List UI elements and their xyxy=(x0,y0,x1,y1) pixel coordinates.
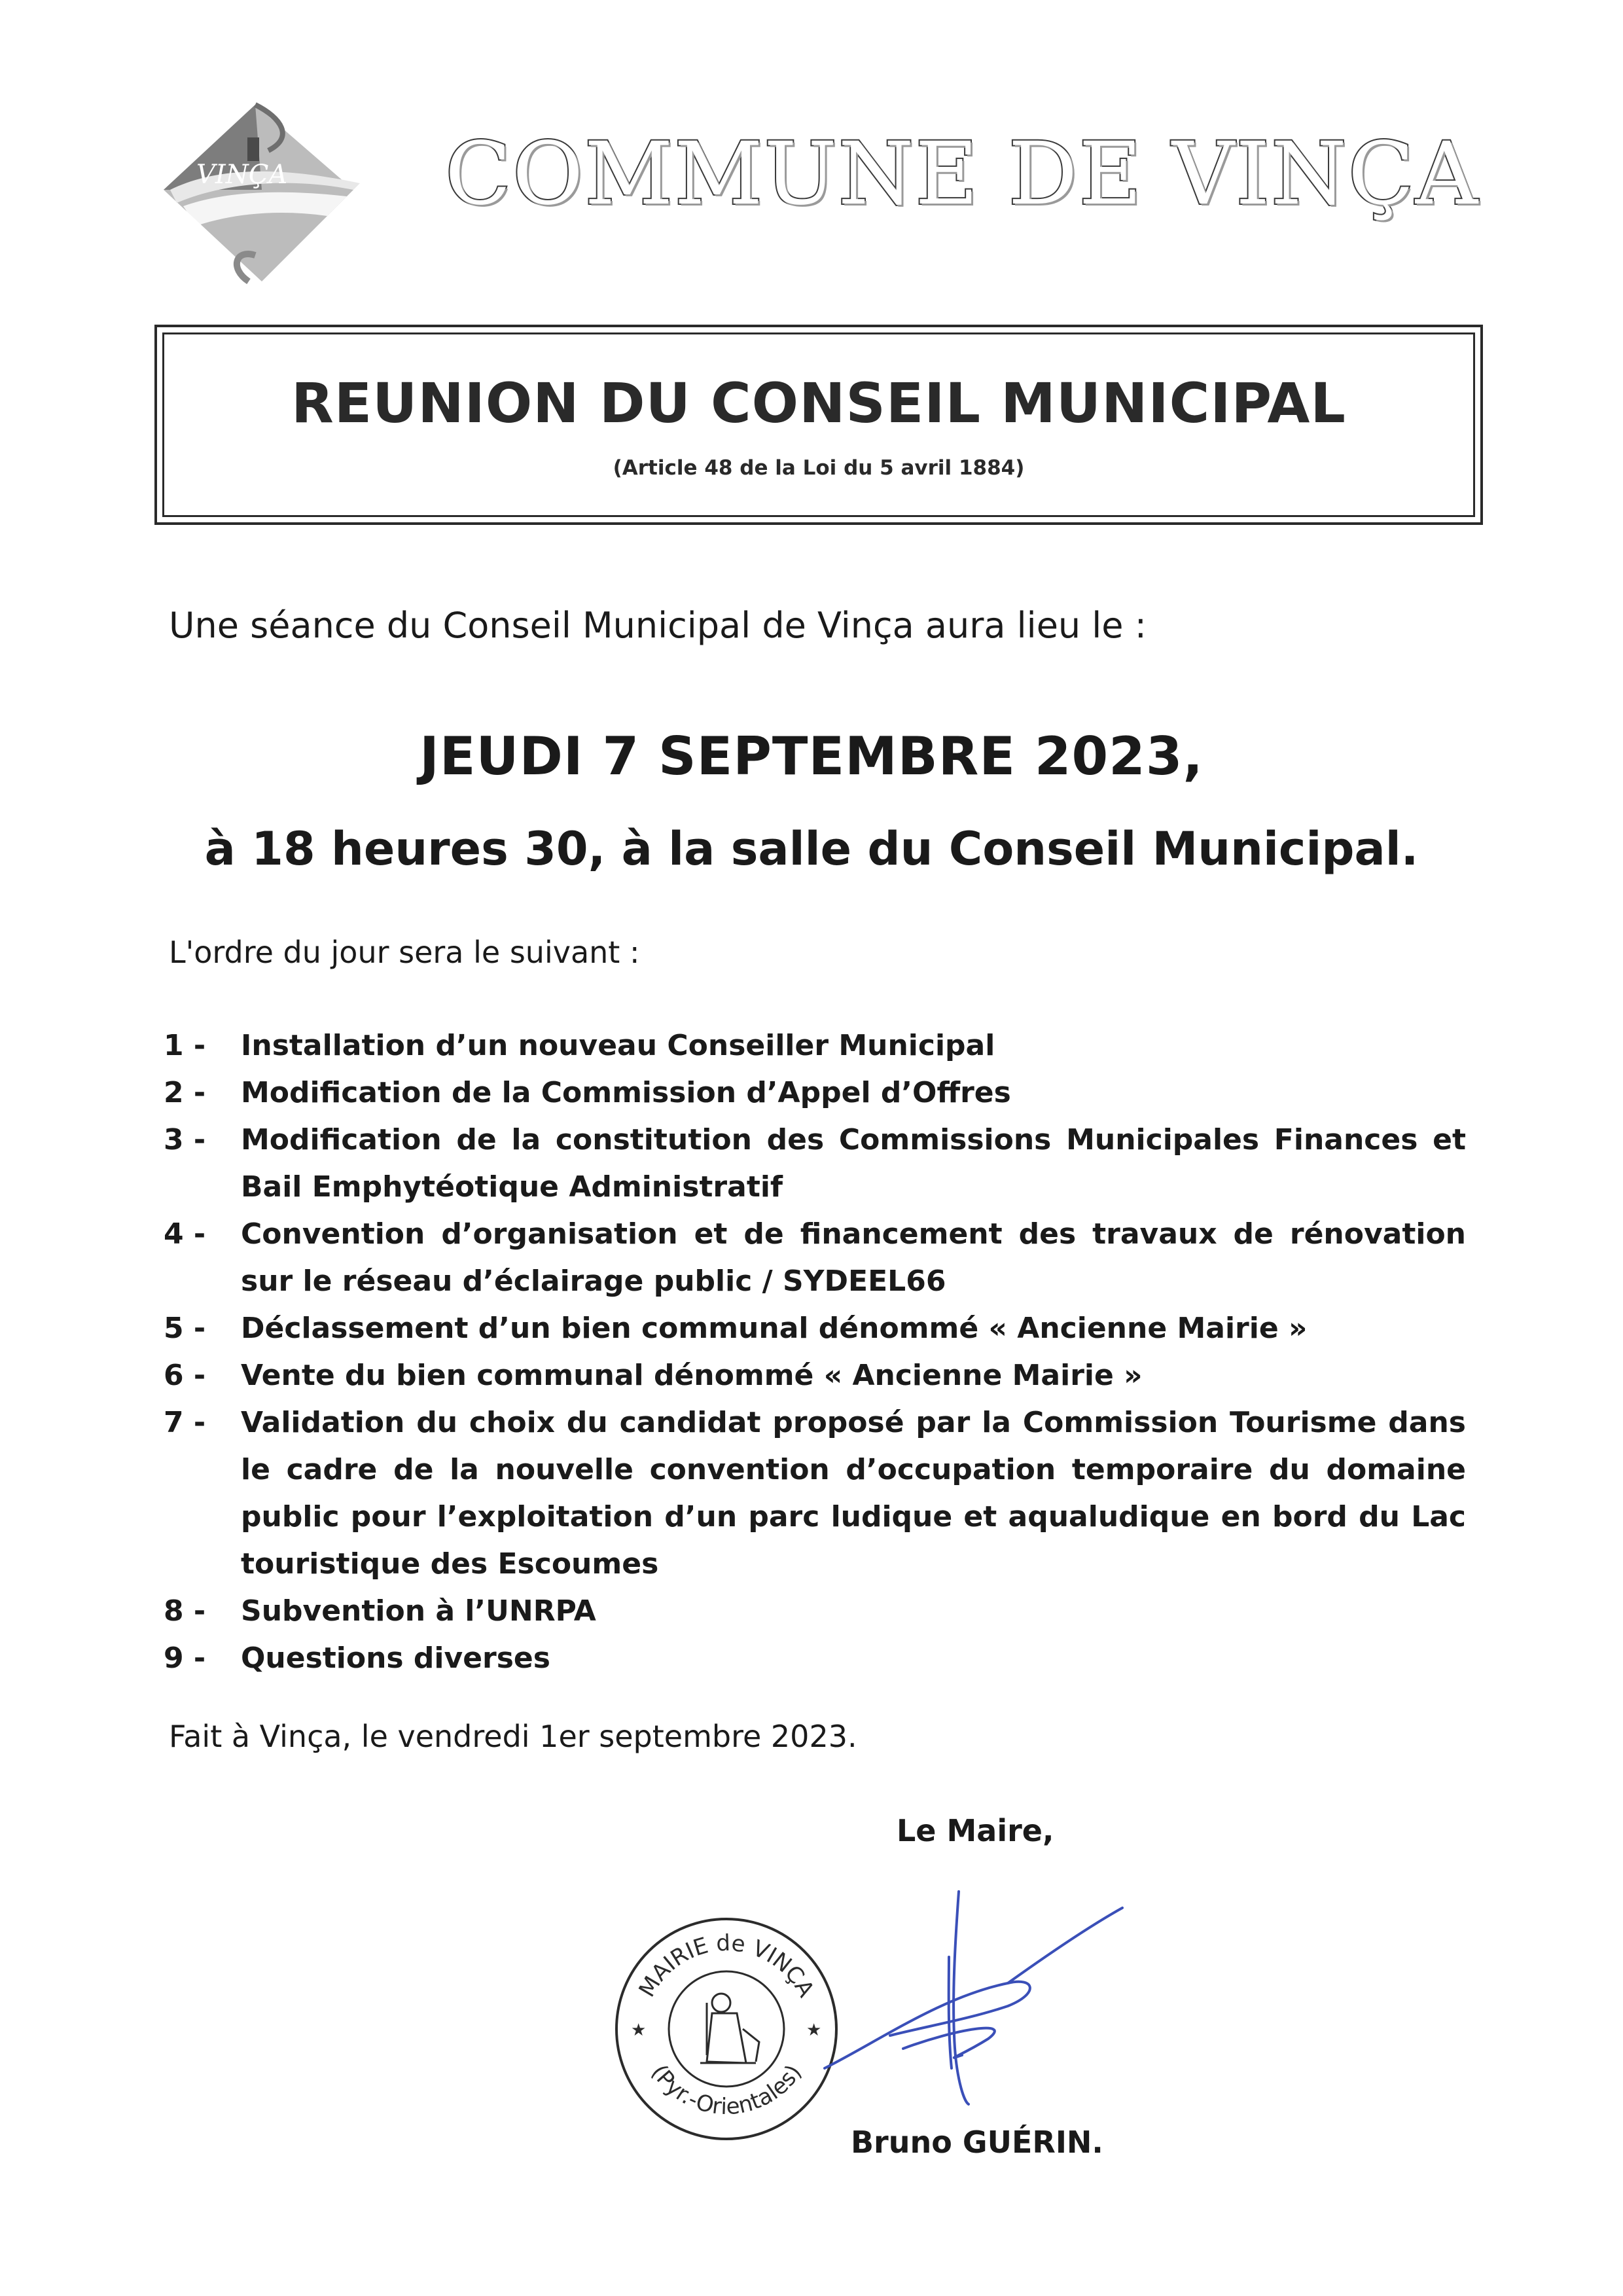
agenda-item-text: Subvention à l’UNRPA xyxy=(241,1594,596,1628)
agenda-item xyxy=(164,1022,1466,1069)
mayor-role: Le Maire, xyxy=(897,1813,1054,1848)
agenda-item-text: Validation du choix du candidat proposé par la Commission Tourisme dans le cadre de la nouvelle convention d’occupation temporaire du domaine public pour l’exploitation d’un parc ludique et aqualudique en bord du Lac touristique des Escoumes xyxy=(241,1406,1466,1581)
agenda-list xyxy=(164,1022,1466,1682)
agenda-item-number: 4 - xyxy=(164,1217,206,1251)
meeting-date: JEUDI 7 SEPTEMBRE 2023, xyxy=(419,726,1204,787)
agenda-item-text: Modification de la Commission d’Appel d’Offres xyxy=(241,1076,1011,1109)
agenda-intro: L'ordre du jour sera le suivant : xyxy=(169,935,640,970)
agenda-item xyxy=(164,1635,1466,1682)
agenda-item xyxy=(164,1211,1466,1305)
agenda-item xyxy=(164,1352,1466,1399)
agenda-item-number: 3 - xyxy=(164,1123,206,1157)
page-title: COMMUNE DE VINÇA xyxy=(445,124,1480,224)
agenda-item-text: Modification de la constitution des Commissions Municipales Finances et Bail Emphytéotique Administratif xyxy=(241,1123,1466,1204)
agenda-item xyxy=(164,1588,1466,1635)
svg-text:(Pyr.-Orientales) xyxy=(646,2060,807,2121)
meeting-time-place: à 18 heures 30, à la salle du Conseil Municipal. xyxy=(204,822,1419,876)
agenda-item xyxy=(164,1399,1466,1588)
agenda-item-text: Vente du bien communal dénommé « Ancienne Mairie » xyxy=(241,1359,1143,1392)
marianne-figure-icon xyxy=(700,1994,759,2063)
agenda-item-number: 1 - xyxy=(164,1029,206,1062)
agenda-item-number: 6 - xyxy=(164,1359,206,1392)
meeting-legal-reference: (Article 48 de la Loi du 5 avril 1884) xyxy=(613,456,1025,480)
agenda-item-text: Convention d’organisation et de financement des travaux de rénovation sur le réseau d’éclairage public / SYDEEL66 xyxy=(241,1217,1466,1298)
agenda-item-text: Déclassement d’un bien communal dénommé « Ancienne Mairie » xyxy=(241,1312,1308,1345)
agenda-item-number: 2 - xyxy=(164,1076,206,1109)
agenda-item-number: 9 - xyxy=(164,1641,206,1675)
agenda-item xyxy=(164,1117,1466,1211)
place-and-date: Fait à Vinça, le vendredi 1er septembre 2023. xyxy=(169,1719,857,1754)
agenda-item-text: Questions diverses xyxy=(241,1641,550,1675)
agenda-item-number: 8 - xyxy=(164,1594,206,1628)
star-icon: ★ xyxy=(631,2020,647,2040)
stamp-text-top: MAIRIE de VINÇA xyxy=(633,1929,819,2002)
logo-text: VINÇA xyxy=(196,160,288,190)
stamp-text-bottom: (Pyr.-Orientales) xyxy=(645,2060,808,2121)
agenda-item-text: Installation d’un nouveau Conseiller Municipal xyxy=(241,1029,995,1062)
commune-logo xyxy=(157,92,373,288)
intro-text: Une séance du Conseil Municipal de Vinça aura lieu le : xyxy=(169,605,1147,646)
agenda-item-number: 7 - xyxy=(164,1406,206,1439)
mayor-signature xyxy=(792,1878,1132,2127)
agenda-item xyxy=(164,1305,1466,1352)
mayor-name: Bruno GUÉRIN. xyxy=(851,2125,1103,2160)
agenda-item-number: 5 - xyxy=(164,1312,206,1345)
star-icon: ★ xyxy=(806,2020,822,2040)
agenda-item xyxy=(164,1069,1466,1117)
meeting-title: REUNION DU CONSEIL MUNICIPAL xyxy=(291,371,1346,435)
